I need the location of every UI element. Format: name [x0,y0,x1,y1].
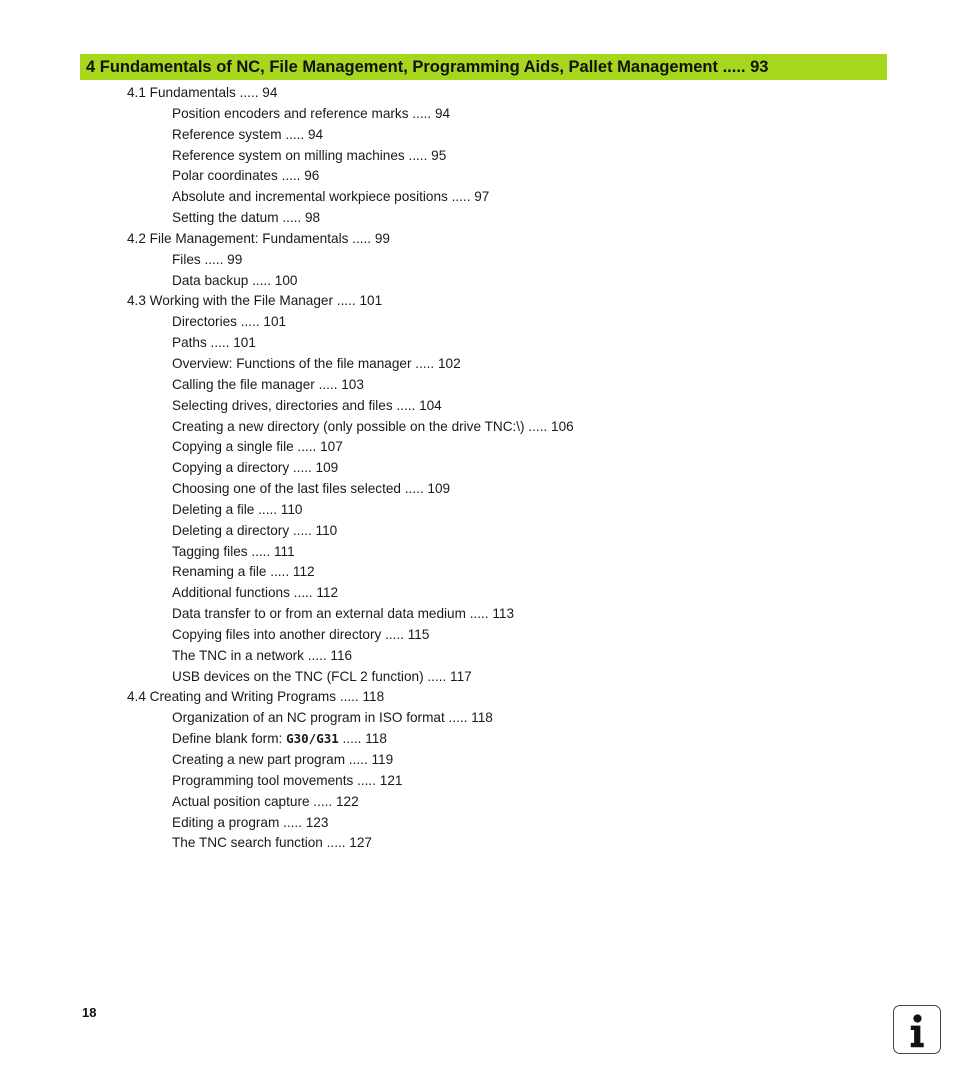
toc-entry-additional-functions[interactable]: Additional functions ..... 112 [172,585,338,601]
toc-entry-overview-functions-of-the-file-manager[interactable]: Overview: Functions of the file manager ..... 102 [172,355,461,371]
toc-section-4[interactable]: 4.4 Creating and Writing Programs ..... 118 [127,689,385,705]
toc-entry-calling-the-file-manager[interactable]: Calling the file manager ..... 103 [172,376,364,392]
toc-entry-copying-files-into-another-directory[interactable]: Copying files into another directory ..... 115 [172,626,430,642]
chapter-title[interactable]: 4 Fundamentals of NC, File Management, Programming Aids, Pallet Management ..... 93 [86,57,769,76]
toc-entry-absolute-and-incremental-workpiece-posit[interactable]: Absolute and incremental workpiece positions ..... 97 [172,189,490,205]
toc-entry-selecting-drives-directories-and-files[interactable]: Selecting drives, directories and files ..... 104 [172,397,442,413]
toc-entry-files[interactable]: Files ..... 99 [172,251,243,267]
toc-entry-copying-a-directory[interactable]: Copying a directory ..... 109 [172,460,339,476]
toc-section-1[interactable]: 4.1 Fundamentals ..... 94 [127,85,278,100]
toc-entry-define-blank-form[interactable] [0,729,954,750]
toc-entry-usb-devices-on-the-tnc-fcl-2-function[interactable]: USB devices on the TNC (FCL 2 function) ..... 117 [172,668,472,684]
toc-entry-paths[interactable]: Paths ..... 101 [172,335,256,351]
toc-entry-page: ..... 118 [338,731,387,747]
toc-entry-reference-system[interactable]: Reference system ..... 94 [172,126,324,142]
toc-section-2[interactable]: 4.2 File Management: Fundamentals ..... 99 [127,230,390,246]
toc-entry-data-backup[interactable]: Data backup ..... 100 [172,272,298,288]
toc-entry-reference-system-on-milling-machines[interactable]: Reference system on milling machines ..... 95 [172,147,447,163]
toc-entry-deleting-a-directory[interactable]: Deleting a directory ..... 110 [172,522,338,538]
toc-entry-text: Define blank form: [172,731,287,747]
toc-entry-copying-a-single-file[interactable]: Copying a single file ..... 107 [172,439,343,455]
toc-entry-the-tnc-in-a-network[interactable]: The TNC in a network ..... 116 [172,647,353,663]
toc-entry-directories[interactable]: Directories ..... 101 [172,314,287,330]
code-snippet: G30/G31 [286,731,339,747]
toc-entry-editing-a-program[interactable]: Editing a program ..... 123 [172,814,329,830]
info-icon [893,1005,941,1054]
toc-entry-data-transfer-to-or-from-an-external-dat[interactable]: Data transfer to or from an external data medium ..... 113 [172,606,515,622]
toc-entry-renaming-a-file[interactable]: Renaming a file ..... 112 [172,564,315,580]
toc-entry-creating-a-new-part-program[interactable]: Creating a new part program ..... 119 [172,752,394,767]
chapter-heading-bar [80,54,887,80]
toc-entry-deleting-a-file[interactable]: Deleting a file ..... 110 [172,501,303,517]
toc-entry-the-tnc-search-function[interactable]: The TNC search function ..... 127 [172,835,372,851]
toc-entry-position-encoders-and-reference-marks[interactable]: Position encoders and reference marks ..... 94 [172,105,451,121]
toc-entry-creating-a-new-directory-only-possible-o[interactable]: Creating a new directory (only possible on the drive TNC:\) ..... 106 [172,418,574,434]
toc-entry-programming-tool-movements[interactable]: Programming tool movements ..... 121 [172,772,403,788]
toc-entry-polar-coordinates[interactable]: Polar coordinates ..... 96 [172,168,320,184]
toc-entry-organization-of-an-nc-program-in-iso-for[interactable]: Organization of an NC program in ISO format ..... 118 [172,710,493,726]
toc-entry-tagging-files[interactable]: Tagging files ..... 111 [172,543,295,559]
toc-entry-actual-position-capture[interactable]: Actual position capture ..... 122 [172,793,359,809]
toc-section-3[interactable]: 4.3 Working with the File Manager ..... 101 [127,293,383,309]
table-of-contents [0,83,954,854]
toc-entry-setting-the-datum[interactable]: Setting the datum ..... 98 [172,210,321,226]
toc-entry-choosing-one-of-the-last-files-selected[interactable]: Choosing one of the last files selected ..... 109 [172,481,451,497]
page-number: 18 [82,1005,97,1020]
